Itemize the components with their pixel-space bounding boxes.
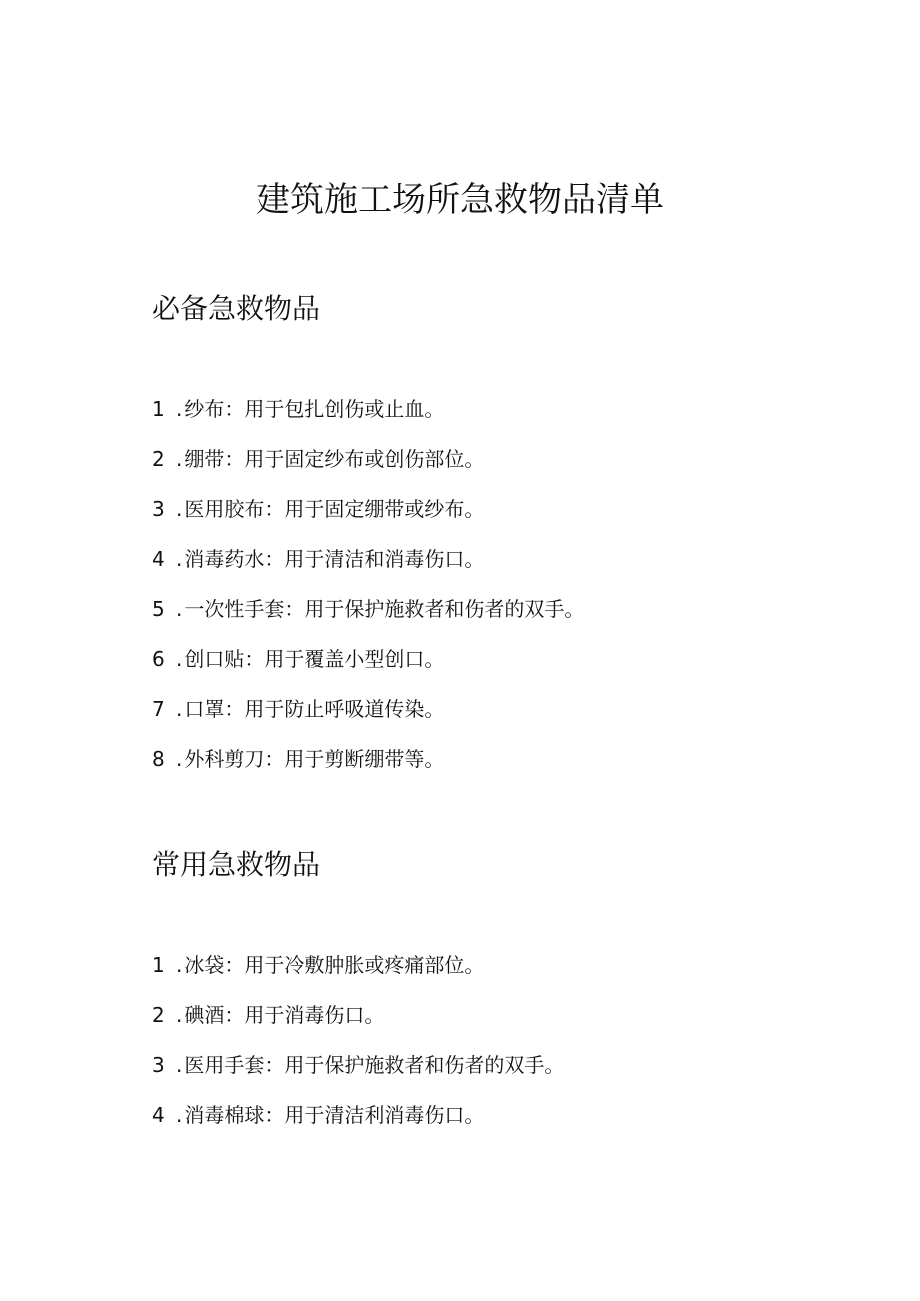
item-text: 纱布：用于包扎创伤或止血。 [184, 397, 445, 421]
list-item [152, 644, 584, 694]
list-item [152, 544, 584, 594]
document-title: 建筑施工场所急救物品清单 [256, 180, 664, 220]
list-item [152, 1100, 564, 1150]
list-item [152, 1000, 564, 1050]
item-number: 2 [152, 447, 165, 471]
list-item [152, 394, 584, 444]
section-heading-essential: 必备急救物品 [152, 292, 321, 325]
item-separator: . [176, 953, 183, 977]
item-text: 医用胶布：用于固定绷带或纱布。 [184, 497, 485, 521]
item-text: 碘酒：用于消毒伤口。 [184, 1003, 385, 1027]
item-text: 绷带：用于固定纱布或创伤部位。 [184, 447, 485, 471]
list-item [152, 1050, 564, 1100]
item-number: 1 [152, 953, 165, 977]
item-number: 6 [152, 647, 165, 671]
item-text: 消毒药水：用于清洁和消毒伤口。 [184, 547, 485, 571]
item-separator: . [176, 1003, 183, 1027]
item-text: 创口贴：用于覆盖小型创口。 [184, 647, 445, 671]
item-separator: . [176, 597, 183, 621]
item-number: 2 [152, 1003, 165, 1027]
essential-items-list [152, 394, 584, 794]
item-number: 8 [152, 747, 165, 771]
item-separator: . [176, 497, 183, 521]
item-text: 冰袋：用于冷敷肿胀或疼痛部位。 [184, 953, 485, 977]
item-number: 4 [152, 1103, 165, 1127]
item-separator: . [176, 647, 183, 671]
item-number: 1 [152, 397, 165, 421]
list-item [152, 950, 564, 1000]
list-item [152, 494, 584, 544]
item-separator: . [176, 447, 183, 471]
item-separator: . [176, 747, 183, 771]
item-separator: . [176, 397, 183, 421]
list-item [152, 744, 584, 794]
item-number: 4 [152, 547, 165, 571]
list-item [152, 444, 584, 494]
item-text: 医用手套：用于保护施救者和伤者的双手。 [184, 1053, 565, 1077]
item-number: 3 [152, 1053, 165, 1077]
item-separator: . [176, 697, 183, 721]
item-text: 一次性手套：用于保护施救者和伤者的双手。 [184, 597, 585, 621]
list-item [152, 694, 584, 744]
item-number: 3 [152, 497, 165, 521]
common-items-list [152, 950, 564, 1150]
item-text: 消毒棉球：用于清洁利消毒伤口。 [184, 1103, 485, 1127]
item-separator: . [176, 547, 183, 571]
list-item [152, 594, 584, 644]
item-text: 口罩：用于防止呼吸道传染。 [184, 697, 445, 721]
item-separator: . [176, 1053, 183, 1077]
item-number: 5 [152, 597, 165, 621]
item-separator: . [176, 1103, 183, 1127]
item-text: 外科剪刀：用于剪断绷带等。 [184, 747, 445, 771]
item-number: 7 [152, 697, 165, 721]
section-heading-common: 常用急救物品 [152, 848, 321, 881]
